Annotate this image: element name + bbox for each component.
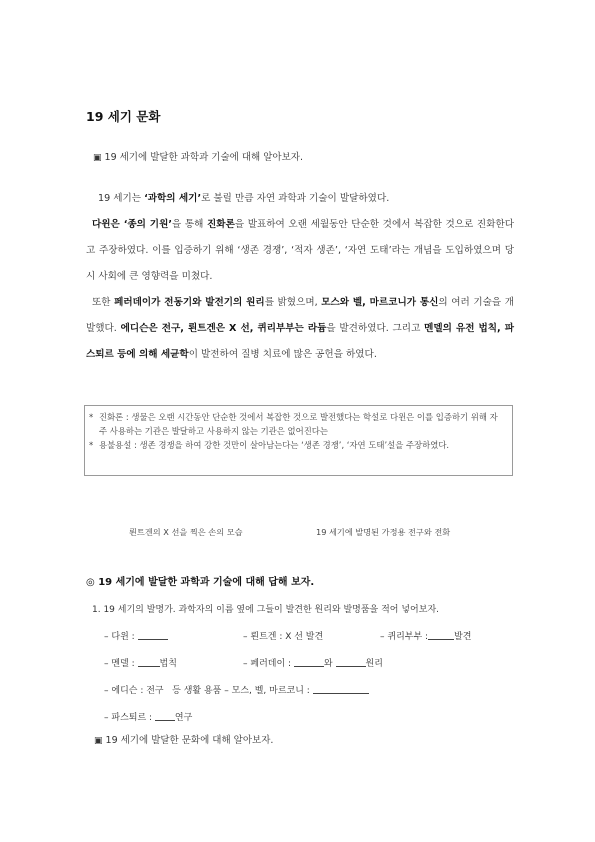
blank-field[interactable]	[138, 656, 160, 667]
question-heading: ◎ 19 세기에 발달한 과학과 기술에 대해 답해 보자.	[86, 577, 315, 588]
caption-xray-hand: 뢴트겐의 X 선을 찍은 손의 모습	[129, 527, 243, 537]
answer-curie: – 퀴리부부 : 발견	[380, 629, 471, 642]
outro-text: 19 세기에 발달한 문화에 대해 알아보자.	[105, 735, 274, 746]
blank-field[interactable]	[313, 683, 369, 694]
note-item: * 진화론 : 생물은 오랜 시간동안 단순한 것에서 복잡한 것으로 발전했다는 학설로 다윈은 이를 입증하기 위해 자주 사용하는 기관은 발달하고 사용하지 않는 기관은 없어진다는	[89, 412, 498, 436]
blank-field[interactable]	[155, 710, 175, 721]
blank-field[interactable]	[336, 656, 366, 667]
square-bullet-icon: ▣	[94, 736, 103, 746]
body-text	[86, 186, 514, 368]
answer-faraday: – 페러데이 : 와 원리	[243, 656, 383, 669]
dash-icon: –	[380, 632, 385, 642]
dash-icon: –	[243, 659, 248, 669]
asterisk-icon: *	[89, 440, 94, 450]
note-item: * 용불용설 : 생존 경쟁을 하여 강한 것만이 살아남는다는 ‘생존 경쟁’, ‘자연 도태’설을 주장하였다.	[89, 440, 450, 450]
answer-darwin: – 다윈 :	[104, 629, 168, 642]
intro-text: 19 세기에 발달한 과학과 기술에 대해 알아보자.	[104, 152, 303, 163]
blank-field[interactable]	[428, 629, 454, 640]
paragraph-2: 다윈은 ‘종의 기원’을 통해 진화론을 발표하여 오랜 세월동안 단순한 것에서 복잡한 것으로 진화한다고 주장하였다. 이를 입증하기 위해 ‘생존 경쟁’, ‘적자 생존’, ‘자연 도태’라는 개념을 도입하였으며 당시 사회에 큰 영향력을 미쳤다.	[86, 219, 515, 282]
dash-icon: –	[104, 713, 109, 723]
asterisk-icon: *	[89, 412, 94, 422]
blank-field[interactable]	[294, 656, 324, 667]
double-circle-icon: ◎	[86, 577, 95, 588]
blank-field[interactable]	[138, 629, 168, 640]
caption-bulb-phone: 19 세기에 발명된 가정용 전구와 전화	[316, 527, 451, 537]
intro-line	[93, 149, 303, 163]
dash-icon: –	[104, 686, 109, 696]
dash-icon: –	[104, 659, 109, 669]
page-title: 19 세기 문화	[86, 109, 161, 124]
answer-mendel: – 멘델 : 법칙	[104, 656, 177, 669]
answer-roentgen: – 뢴트겐 : X 선 발견	[243, 632, 324, 642]
dash-icon: –	[224, 686, 229, 696]
question-instruction: 1. 19 세기의 발명가. 과학자의 이름 옆에 그들이 발견한 원리와 발명품을 적어 넣어보자.	[92, 605, 439, 615]
paragraph-3: 또한 페러데이가 전동기와 발전기의 원리를 밝혔으며, 모스와 벨, 마르코니가 통신의 여러 기술을 개발했다. 에디슨은 전구, 뢴트겐은 X 선, 퀴리부부는 라듐을 발견하였다. 그리고 멘델의 유전 법칙, 파스퇴르 등에 의해 세균학이 발전하여 질병 치료에 많은 공헌을 하였다.	[86, 297, 515, 360]
dash-icon: –	[243, 632, 248, 642]
square-bullet-icon: ▣	[93, 153, 102, 163]
dash-icon: –	[104, 632, 109, 642]
outro-line	[94, 732, 273, 746]
notes-box	[84, 405, 513, 476]
answer-pasteur: – 파스퇴르 : 연구	[104, 710, 192, 723]
paragraph-1: 19 세기는 ‘과학의 세기’로 불릴 만큼 자연 과학과 기술이 발달하였다.	[98, 193, 390, 204]
answer-edison: – 에디슨 : 전구 등 생활 용품 – 모스, 벨, 마르코니 :	[104, 683, 369, 696]
